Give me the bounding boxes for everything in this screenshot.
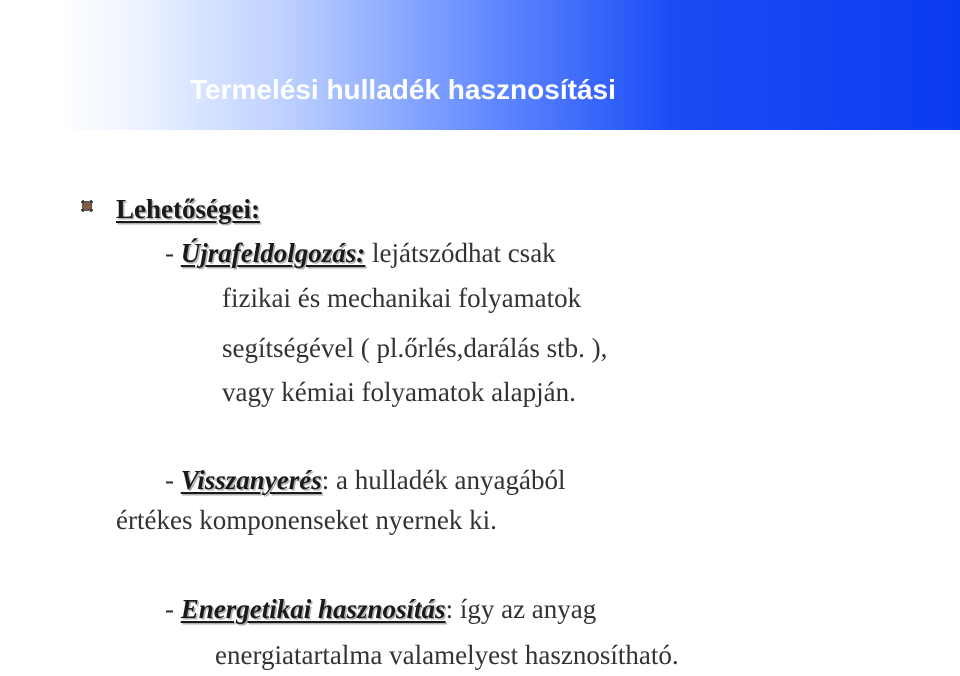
item-energy-line-1 [165, 596, 596, 623]
title-bar [0, 0, 960, 130]
item-reprocessing-text-1: lejátszódhat csak [365, 238, 556, 268]
hash-square-bullet-icon [80, 199, 94, 213]
item-reprocessing-line-2: fizikai és mechanikai folyamatok [222, 283, 582, 313]
slide-title: Termelési hulladék hasznosítási [190, 74, 616, 105]
item-recovery-dash: - [165, 465, 181, 495]
item-reprocessing-dash: - [165, 238, 181, 268]
item-recovery-line-2: értékes komponenseket nyernek ki. [116, 505, 497, 535]
item-reprocessing-line-1 [165, 240, 556, 267]
item-reprocessing-line-4: vagy kémiai folyamatok alapján. [222, 377, 576, 407]
item-recovery-text-1: : a hulladék anyagából [321, 465, 566, 495]
item-energy-term: Energetikai hasznosítás [180, 594, 446, 624]
bullet-heading [116, 196, 260, 223]
item-reprocessing-line-3: segítségével ( pl.őrlés,darálás stb. ), [222, 333, 608, 363]
item-energy-text-1: : így az anyag [445, 594, 597, 624]
item-energy-line-2: energiatartalma valamelyest hasznosítható. [215, 640, 679, 670]
item-reprocessing-term: Újrafeldolgozás: [180, 238, 366, 268]
bullet-heading-text: Lehetőségei: [116, 194, 260, 224]
item-recovery-line-1 [165, 467, 565, 494]
item-recovery-term: Visszanyerés [180, 465, 322, 495]
item-energy-dash: - [165, 594, 181, 624]
